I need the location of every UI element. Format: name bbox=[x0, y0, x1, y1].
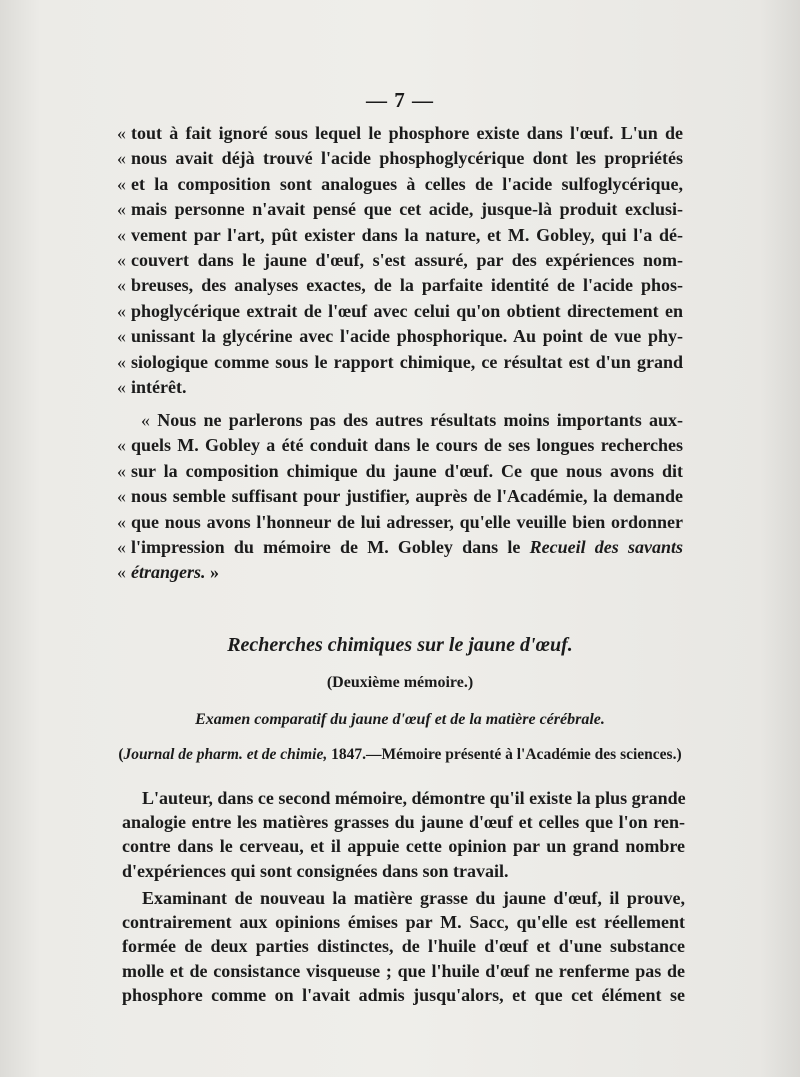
section-title: Recherches chimiques sur le jaune d'œuf. bbox=[227, 634, 573, 656]
body-paragraph-1 bbox=[122, 786, 685, 883]
text-line: analogie entre les matières grasses du jaune d'œuf et celles que l'on ren- bbox=[122, 812, 685, 833]
text-line: contre dans le cerveau, et il appuie cette opinion par un grand nombre bbox=[122, 836, 685, 857]
text-line: « couvert dans le jaune d'œuf, s'est assuré, par des expériences nom- bbox=[117, 249, 683, 270]
text-line: « intérêt. bbox=[117, 376, 187, 397]
exam-title: Examen comparatif du jaune d'œuf et de la matière cérébrale. bbox=[195, 711, 605, 728]
text-line: « unissant la glycérine avec l'acide phosphorique. Au point de vue phy- bbox=[117, 326, 683, 347]
text-line: « étrangers. » bbox=[117, 562, 220, 583]
text-line: « l'impression du mémoire de M. Gobley dans le Recueil des savants bbox=[117, 536, 684, 557]
text-line: « que nous avons l'honneur de lui adresser, qu'elle veuille bien ordonner bbox=[117, 511, 683, 532]
text-line: « tout à fait ignoré sous lequel le phosphore existe dans l'œuf. L'un de bbox=[117, 123, 683, 143]
text-line: « mais personne n'avait pensé que cet acide, jusque-là produit exclusi- bbox=[117, 199, 683, 220]
page-number: — 7 — bbox=[366, 88, 434, 112]
text-line: d'expériences qui sont consignées dans son travail. bbox=[122, 860, 509, 881]
text-line: « phoglycérique extrait de l'œuf avec celui qu'on obtient directement en bbox=[117, 300, 683, 321]
text-line: « et la composition sont analogues à celles de l'acide sulfoglycérique, bbox=[117, 173, 683, 194]
text-line: L'auteur, dans ce second mémoire, démontre qu'il existe la plus grande bbox=[142, 788, 686, 808]
text-line: « sur la composition chimique du jaune d'œuf. Ce que nous avons dit bbox=[117, 460, 683, 481]
text-line: « vement par l'art, pût exister dans la nature, et M. Gobley, qui l'a dé- bbox=[117, 224, 683, 245]
text-line: « nous avait déjà trouvé l'acide phosphoglycérique dont les propriétés bbox=[117, 148, 683, 169]
text-line: « breuses, des analyses exactes, de la parfaite identité de l'acide phos- bbox=[117, 275, 683, 296]
text-line: phosphore comme on l'avait admis jusqu'alors, et que cet élément se bbox=[122, 984, 685, 1005]
text-line: « quels M. Gobley a été conduit dans le cours de ses longues recherches bbox=[117, 435, 683, 456]
text-line: « Nous ne parlerons pas des autres résultats moins importants aux- bbox=[141, 410, 683, 430]
text-line: formée de deux parties distinctes, de l'huile d'œuf et d'une substance bbox=[122, 936, 685, 957]
quoted-paragraph-1 bbox=[117, 121, 683, 400]
quoted-paragraph-2 bbox=[117, 408, 683, 586]
text-line: contrairement aux opinions émises par M. Sacc, qu'elle est réellement bbox=[122, 912, 685, 933]
journal-citation: (Journal de pharm. et de chimie, 1847.—Mémoire présenté à l'Académie des sciences.) bbox=[118, 746, 682, 763]
text-line: molle et de consistance visqueuse ; que l'huile d'œuf ne renferme pas de bbox=[122, 960, 685, 981]
text-line: « nous semble suffisant pour justifier, auprès de l'Académie, la demande bbox=[117, 486, 683, 507]
section-subtitle: (Deuxième mémoire.) bbox=[326, 674, 474, 691]
text-line: « siologique comme sous le rapport chimique, ce résultat est d'un grand bbox=[117, 351, 683, 372]
text-line: Examinant de nouveau la matière grasse du jaune d'œuf, il prouve, bbox=[142, 888, 685, 908]
body-paragraph-2 bbox=[122, 886, 685, 1007]
